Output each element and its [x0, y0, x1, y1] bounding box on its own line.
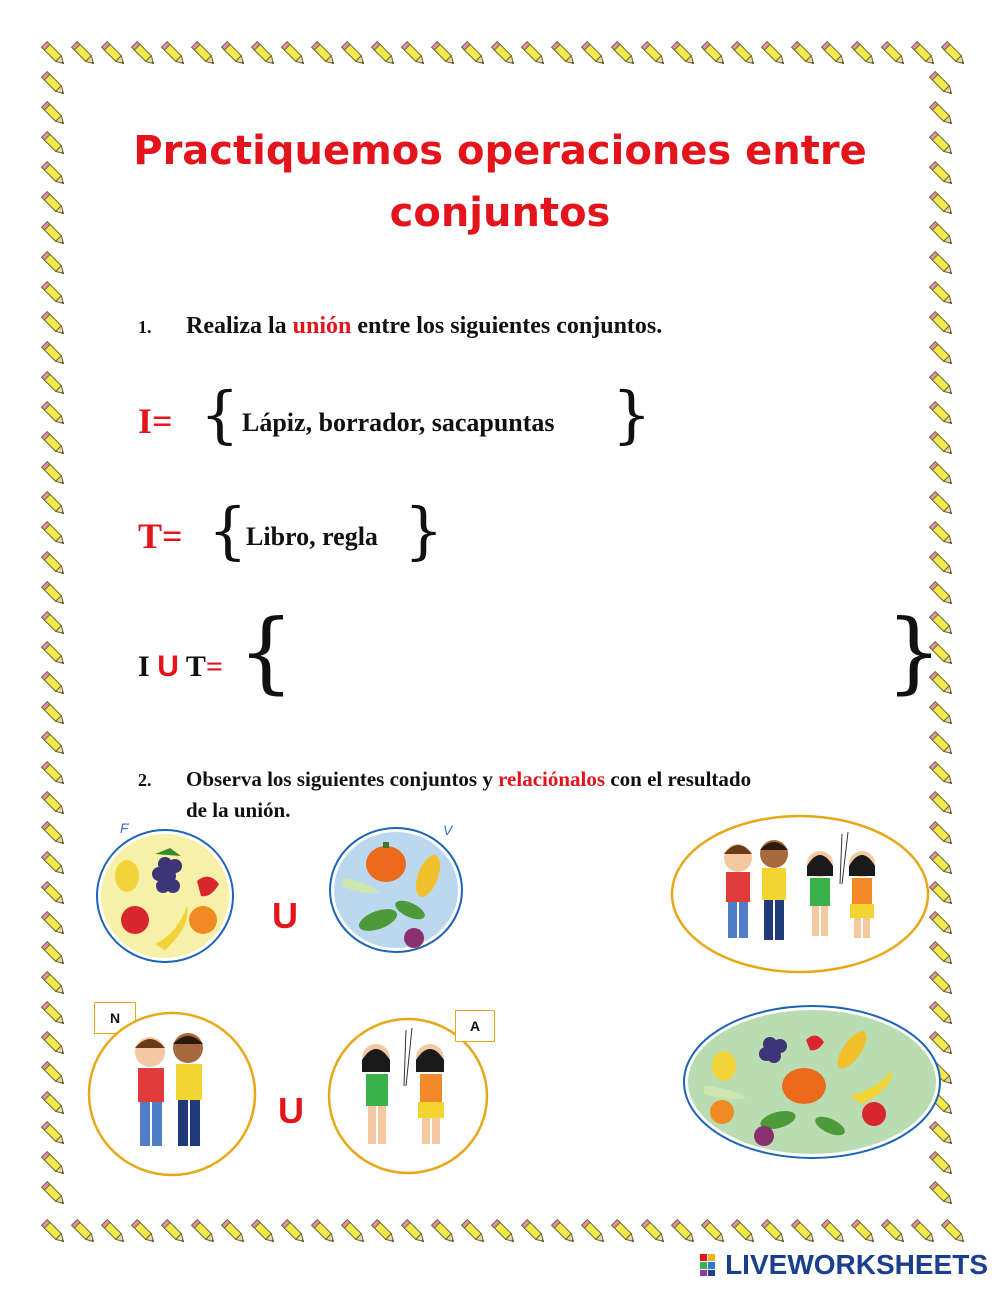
pencil-icon: [910, 40, 940, 70]
pencil-icon: [40, 700, 70, 730]
pencil-icon: [850, 40, 880, 70]
pencil-icon: [928, 370, 958, 400]
liveworksheets-logo-icon: [699, 1253, 723, 1277]
pencil-icon: [880, 1218, 910, 1248]
pencil-icon: [40, 1218, 70, 1248]
pencil-icon: [640, 40, 670, 70]
vegetable-set-letter: V: [443, 822, 453, 838]
pencil-border-top: [40, 40, 970, 70]
pencil-icon: [370, 1218, 400, 1248]
pencil-icon: [520, 1218, 550, 1248]
union-left-set: I: [138, 650, 158, 683]
pencil-icon: [928, 340, 958, 370]
pencil-icon: [670, 40, 700, 70]
pencil-icon: [310, 1218, 340, 1248]
pencil-icon: [160, 40, 190, 70]
question-1-highlight: unión: [292, 313, 352, 339]
set-t-label: T=: [138, 516, 183, 556]
pencil-icon: [100, 1218, 130, 1248]
pencil-icon: [40, 760, 70, 790]
question-1-text-end: entre los siguientes conjuntos.: [351, 313, 663, 339]
pencil-icon: [928, 760, 958, 790]
set-i-close-brace: }: [612, 378, 652, 451]
set-t-open-brace: {: [208, 494, 248, 567]
pencil-icon: [760, 40, 790, 70]
union-right-set: T: [178, 650, 206, 683]
children-group-icon[interactable]: [670, 814, 934, 978]
pencil-icon: [928, 490, 958, 520]
set-t-close-brace: }: [404, 494, 444, 567]
pencil-icon: [190, 40, 220, 70]
union-symbol: U: [157, 650, 179, 683]
pencil-icon: [40, 910, 70, 940]
pencil-icon: [40, 310, 70, 340]
pencil-icon: [928, 550, 958, 580]
pencil-icon: [310, 40, 340, 70]
pencil-icon: [700, 40, 730, 70]
question-2-line-2: de la unión.: [186, 798, 291, 822]
pencil-icon: [730, 1218, 760, 1248]
boys-set-tag: N: [94, 1002, 136, 1034]
fruit-plate-icon[interactable]: [95, 826, 245, 966]
liveworksheets-brand[interactable]: [699, 1249, 988, 1281]
pencil-icon: [40, 250, 70, 280]
pencil-icon: [40, 1180, 70, 1210]
union-equals: =: [205, 650, 223, 683]
pencil-icon: [610, 40, 640, 70]
pencil-icon: [340, 1218, 370, 1248]
pencil-icon: [250, 40, 280, 70]
pencil-icon: [940, 40, 970, 70]
pencil-icon: [400, 40, 430, 70]
union-answer-area[interactable]: [290, 625, 880, 685]
pencil-icon: [40, 940, 70, 970]
union-close-brace: }: [886, 600, 942, 703]
pencil-icon: [280, 1218, 310, 1248]
pencil-icon: [940, 1218, 970, 1248]
vegetable-plate-icon[interactable]: [328, 826, 464, 954]
pencil-icon: [928, 1180, 958, 1210]
pencil-icon: [40, 520, 70, 550]
pencil-icon: [40, 1060, 70, 1090]
pencil-icon: [40, 970, 70, 1000]
set-i-open-brace: {: [200, 378, 240, 451]
pencil-icon: [40, 610, 70, 640]
pencil-icon: [400, 1218, 430, 1248]
pencil-icon: [250, 1218, 280, 1248]
pencil-icon: [40, 580, 70, 610]
pencil-icon: [280, 40, 310, 70]
question-1-number: 1.: [138, 317, 152, 337]
pencil-icon: [340, 40, 370, 70]
set-i-label: I=: [138, 401, 173, 441]
pencil-icon: [610, 1218, 640, 1248]
pencil-icon: [370, 40, 400, 70]
pencil-icon: [790, 1218, 820, 1248]
pencil-icon: [100, 40, 130, 70]
pencil-icon: [460, 40, 490, 70]
pencil-icon: [40, 640, 70, 670]
pencil-icon: [928, 310, 958, 340]
pencil-icon: [40, 1030, 70, 1060]
union-expression: [138, 650, 223, 684]
mixed-food-plate-icon[interactable]: [682, 1004, 944, 1162]
pencil-icon: [820, 40, 850, 70]
group-2-union-operator: U: [278, 1090, 304, 1131]
pencil-icon: [40, 1090, 70, 1120]
pencil-border-bottom: [40, 1218, 970, 1248]
pencil-icon: [40, 820, 70, 850]
pencil-icon: [580, 40, 610, 70]
boys-icon[interactable]: [86, 1010, 258, 1178]
question-2-highlight: relaciónalos: [498, 767, 606, 791]
pencil-icon: [928, 280, 958, 310]
pencil-icon: [40, 730, 70, 760]
pencil-icon: [40, 370, 70, 400]
pencil-icon: [700, 1218, 730, 1248]
pencil-icon: [40, 670, 70, 700]
set-i-items: Lápiz, borrador, sacapuntas: [242, 408, 555, 437]
pencil-icon: [430, 40, 460, 70]
brand-text: LIVEWORKSHEETS: [725, 1249, 988, 1280]
pencil-icon: [928, 250, 958, 280]
pencil-icon: [880, 40, 910, 70]
pencil-icon: [40, 280, 70, 310]
pencil-icon: [220, 40, 250, 70]
pencil-icon: [928, 730, 958, 760]
pencil-icon: [640, 1218, 670, 1248]
pencil-icon: [520, 40, 550, 70]
pencil-icon: [40, 1000, 70, 1030]
pencil-icon: [40, 430, 70, 460]
pencil-icon: [130, 40, 160, 70]
pencil-icon: [190, 1218, 220, 1248]
pencil-icon: [910, 1218, 940, 1248]
pencil-icon: [460, 1218, 490, 1248]
pencil-icon: [550, 40, 580, 70]
question-1-text-start: Realiza la: [186, 313, 293, 339]
pencil-icon: [928, 70, 958, 100]
pencil-icon: [40, 490, 70, 520]
pencil-icon: [40, 40, 70, 70]
fruit-set-letter: F: [120, 820, 129, 836]
pencil-icon: [40, 550, 70, 580]
question-2: [138, 764, 751, 825]
pencil-icon: [40, 850, 70, 880]
pencil-icon: [790, 40, 820, 70]
pencil-icon: [928, 520, 958, 550]
pencil-icon: [820, 1218, 850, 1248]
pencil-icon: [550, 1218, 580, 1248]
pencil-icon: [730, 40, 760, 70]
title-line-1: Practiquemos operaciones entre: [133, 128, 867, 174]
pencil-icon: [40, 1120, 70, 1150]
girls-set-tag: A: [455, 1010, 495, 1042]
title-line-2: conjuntos: [389, 190, 611, 236]
pencil-icon: [760, 1218, 790, 1248]
pencil-icon: [670, 1218, 700, 1248]
pencil-icon: [40, 460, 70, 490]
pencil-icon: [928, 700, 958, 730]
pencil-icon: [40, 880, 70, 910]
question-2-number: 2.: [138, 770, 152, 790]
question-2-text-start: Observa los siguientes conjuntos y: [186, 767, 499, 791]
pencil-icon: [70, 40, 100, 70]
question-2-text-end: con el resultado: [605, 767, 752, 791]
pencil-icon: [40, 340, 70, 370]
pencil-icon: [490, 1218, 520, 1248]
page-title: [0, 120, 1000, 244]
pencil-icon: [220, 1218, 250, 1248]
pencil-icon: [580, 1218, 610, 1248]
pencil-icon: [40, 70, 70, 100]
pencil-icon: [160, 1218, 190, 1248]
pencil-icon: [490, 40, 520, 70]
pencil-icon: [430, 1218, 460, 1248]
union-open-brace: {: [238, 600, 294, 703]
pencil-icon: [40, 400, 70, 430]
pencil-icon: [130, 1218, 160, 1248]
pencil-icon: [40, 1150, 70, 1180]
pencil-icon: [928, 430, 958, 460]
set-t-items: Libro, regla: [246, 522, 378, 551]
group-1-union-operator: U: [272, 895, 298, 936]
pencil-icon: [850, 1218, 880, 1248]
pencil-icon: [40, 790, 70, 820]
pencil-icon: [928, 400, 958, 430]
pencil-icon: [70, 1218, 100, 1248]
question-1: [138, 313, 662, 340]
pencil-icon: [928, 460, 958, 490]
